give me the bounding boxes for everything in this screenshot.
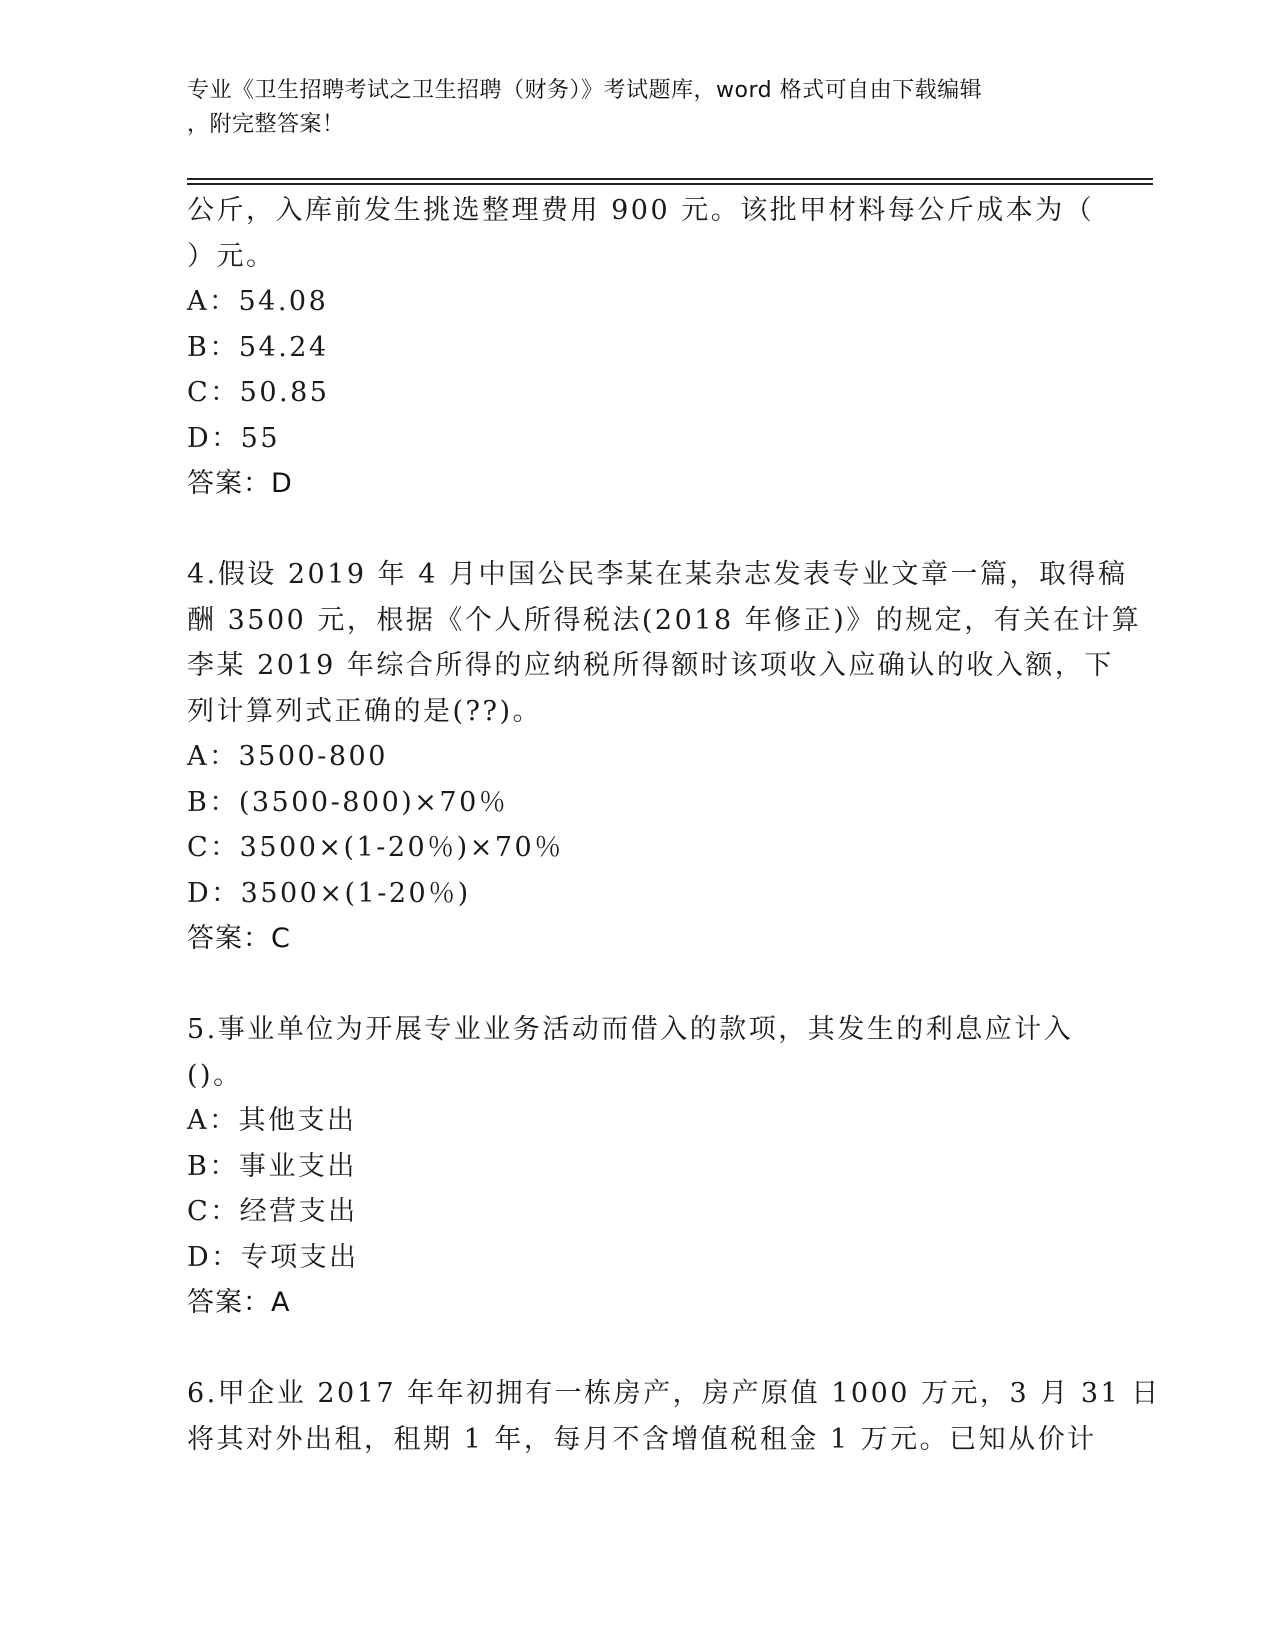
answer-line: 答案：D xyxy=(187,468,293,499)
option-b: B：事业支出 xyxy=(187,1150,357,1182)
option-c: C：经营支出 xyxy=(187,1196,358,1227)
option-c: C：3500×(1-20％)×70％ xyxy=(187,832,564,863)
question-stem-line: 公斤，入库前发生挑选整理费用 900 元。该批甲材料每公斤成本为（ xyxy=(187,195,1095,226)
option-b: B：54.24 xyxy=(187,331,329,363)
header-line-2: ，附完整答案！ xyxy=(187,112,345,137)
question-stem-line: ）元。 xyxy=(187,240,276,272)
option-a: A：54.08 xyxy=(187,286,329,317)
spacer xyxy=(187,962,1087,1008)
option-d: D：专项支出 xyxy=(187,1241,359,1273)
question-stem-line: 6.甲企业 2017 年年初拥有一栋房产，房产原值 1000 万元，3 月 31 日 xyxy=(187,1378,1161,1409)
spacer xyxy=(187,507,1087,553)
question-6 xyxy=(187,1371,1161,1462)
question-stem-line: 将其对外出租，租期 1 年，每月不含增值税租金 1 万元。已知从价计 xyxy=(187,1423,1097,1455)
question-stem-line: 酬 3500 元，根据《个人所得税法(2018 年修正)》的规定，有关在计算 xyxy=(187,604,1142,636)
document-header xyxy=(187,74,1067,142)
option-a: A：其他支出 xyxy=(187,1105,357,1136)
question-list xyxy=(187,188,1161,1462)
option-d: D：55 xyxy=(187,422,281,454)
question-stem-line: 5.事业单位为开展专业业务活动而借入的款项，其发生的利息应计入 xyxy=(187,1014,1074,1045)
question-stem-line: 李某 2019 年综合所得的应纳税所得额时该项收入应确认的收入额，下 xyxy=(187,650,1114,681)
header-line-1: 专业《卫生招聘考试之卫生招聘（财务）》考试题库，word 格式可自由下载编辑 xyxy=(187,78,983,103)
header-divider-bottom xyxy=(187,183,1153,185)
option-d: D：3500×(1-20％) xyxy=(187,877,471,909)
answer-line: 答案：A xyxy=(187,1287,291,1318)
spacer xyxy=(187,1326,1087,1372)
question-3 xyxy=(187,188,1095,507)
header-divider-top xyxy=(187,178,1153,180)
question-stem-line: 4.假设 2019 年 4 月中国公民李某在某杂志发表专业文章一篇，取得稿 xyxy=(187,559,1128,590)
option-b: B：(3500-800)×70％ xyxy=(187,786,509,818)
option-a: A：3500-800 xyxy=(187,741,388,772)
question-5 xyxy=(187,1007,1087,1326)
answer-line: 答案：C xyxy=(187,923,291,954)
question-stem-line: 列计算列式正确的是(??)。 xyxy=(187,695,543,727)
option-c: C：50.85 xyxy=(187,377,330,408)
question-4 xyxy=(187,552,1142,962)
question-stem-line: ()。 xyxy=(187,1059,243,1091)
